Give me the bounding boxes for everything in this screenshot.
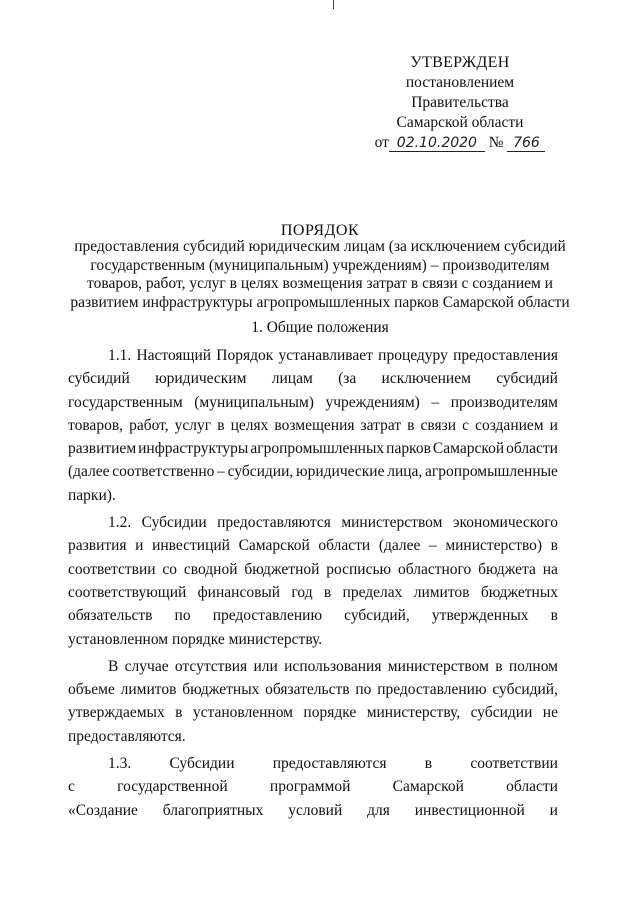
word: порядке	[303, 704, 357, 722]
document-subtitle	[70, 238, 570, 312]
word: инвестиционной	[414, 801, 525, 819]
word: связи	[420, 416, 457, 434]
body-line	[68, 511, 558, 534]
word: субсидий,	[344, 607, 410, 625]
word: со	[162, 560, 178, 578]
word: в	[407, 416, 415, 434]
word: и	[549, 801, 558, 819]
body-line	[68, 678, 558, 701]
word: соответствии	[470, 755, 558, 773]
word: созданием	[475, 416, 544, 434]
word: благоприятных	[162, 801, 264, 819]
word: «Создание	[68, 801, 138, 819]
word: по	[355, 681, 372, 699]
word: росписью	[326, 560, 392, 578]
body-line	[68, 799, 558, 822]
word: Самарской	[238, 537, 310, 555]
document-body	[68, 344, 558, 822]
word: на	[542, 560, 558, 578]
word: лимитов	[413, 583, 470, 601]
word: исключением	[381, 370, 471, 388]
body-line: установленном порядке министерству.	[68, 630, 323, 648]
word: экономического	[452, 514, 558, 532]
body-line	[68, 701, 558, 724]
word: области	[318, 537, 371, 555]
word: развития	[68, 537, 127, 555]
word: затрат	[360, 416, 402, 434]
word: производителям	[450, 393, 558, 411]
scan-mark	[333, 0, 334, 9]
subtitle-line: развитием инфраструктуры агропромышленных парков Самарской области	[70, 293, 570, 311]
body-line	[68, 367, 558, 390]
word: субсидий	[68, 370, 130, 388]
word: 1.2.	[108, 514, 132, 532]
body-line: предоставляются.	[68, 727, 186, 745]
approval-date: 02.10.2020	[389, 136, 485, 152]
approval-line-1: постановлением Правительства	[405, 74, 515, 111]
subtitle-line: предоставления субсидий юридическим лицам (за исключением субсидий	[74, 238, 566, 255]
body-line	[68, 655, 558, 678]
word: обязательств	[68, 607, 153, 625]
word: 1.3.	[108, 755, 132, 773]
word: юридическим	[155, 370, 247, 388]
word: Самарской	[392, 778, 464, 796]
word: бюджетных	[480, 583, 558, 601]
word: устанавливает	[278, 347, 373, 364]
word: соответствующий	[68, 583, 187, 601]
word: объеме	[68, 681, 115, 699]
word: 1.1.	[108, 347, 132, 364]
approval-title: УТВЕРЖДЕН	[410, 54, 510, 71]
word: (далее	[68, 463, 110, 481]
word: агропромышленные	[425, 463, 558, 481]
word: инфраструктуры	[138, 440, 249, 458]
word: (за	[338, 370, 357, 388]
subtitle-line: товаров, работ, услуг в целях возмещения затрат в связи с созданием и	[87, 275, 553, 292]
word: услуг	[174, 416, 212, 434]
word: по	[174, 607, 191, 625]
word: процедуру	[378, 347, 448, 364]
word: соответствии	[68, 560, 156, 578]
word: субсидии	[470, 704, 533, 722]
word: развитием	[68, 440, 137, 458]
word: целях	[230, 416, 269, 434]
word: полном	[508, 657, 558, 675]
approval-number: 766	[507, 136, 545, 152]
word: –	[428, 537, 437, 555]
word: сводной	[183, 560, 238, 578]
body-line	[68, 344, 558, 367]
word: государственной	[117, 778, 228, 796]
word: работ,	[129, 416, 169, 434]
body-line	[68, 775, 558, 798]
word: парков	[386, 440, 431, 458]
word: утверждаемых	[68, 704, 165, 722]
word: или	[253, 657, 278, 675]
word: Самарской	[432, 440, 505, 458]
word: области	[506, 778, 558, 796]
word: субсидии,	[227, 463, 294, 481]
body-line	[68, 534, 558, 557]
body-line	[68, 558, 558, 581]
word: утвержденных	[431, 607, 529, 625]
word: и	[549, 416, 558, 434]
word: Настоящий	[136, 347, 212, 364]
word: субсидий	[496, 370, 558, 388]
word: предоставляются	[272, 755, 387, 773]
word: министерству,	[366, 704, 461, 722]
word: министерством	[341, 514, 443, 532]
body-line	[68, 752, 558, 775]
body-line	[68, 391, 558, 414]
word: в	[175, 704, 183, 722]
approval-from-prefix: от	[374, 134, 389, 151]
word: обязательств	[265, 681, 350, 699]
word: инвестиций	[152, 537, 230, 555]
word: Порядок	[216, 347, 274, 364]
word: соответственно	[112, 463, 215, 481]
word: предоставляются	[217, 514, 331, 532]
word: товаров,	[68, 416, 124, 434]
word: возмещения	[274, 416, 355, 434]
word: лимитов	[120, 681, 177, 699]
word: в	[217, 416, 225, 434]
word: финансовый	[197, 583, 281, 601]
body-line	[68, 460, 558, 483]
approval-number-prefix: №	[488, 134, 504, 151]
word: установленном	[192, 704, 293, 722]
word: бюджетной	[244, 560, 320, 578]
word: (далее	[378, 537, 421, 555]
word: лица,	[387, 463, 423, 481]
word: Субсидии	[169, 755, 235, 773]
word: год	[291, 583, 313, 601]
body-line	[68, 414, 558, 437]
word: пределах	[342, 583, 403, 601]
body-line: парки).	[68, 486, 116, 504]
section-heading: 1. Общие положения	[251, 319, 389, 336]
word: предоставления	[453, 347, 558, 364]
word: областного	[397, 560, 472, 578]
word: случае	[124, 657, 169, 675]
word: условий	[288, 801, 343, 819]
body-line	[68, 581, 558, 604]
word: отсутствия	[174, 657, 248, 675]
word: –	[217, 463, 225, 481]
body-line	[68, 437, 558, 460]
approval-stamp-block	[360, 53, 560, 153]
word: с	[462, 416, 470, 434]
word: агропромышленных	[250, 440, 385, 458]
word: лицам	[271, 370, 313, 388]
word: В	[108, 657, 119, 675]
word: в	[550, 537, 558, 555]
word: (муниципальным)	[194, 393, 314, 411]
word: с	[68, 778, 75, 796]
word: министерство)	[445, 537, 543, 555]
word: в	[323, 583, 332, 601]
word: бюджетных	[182, 681, 260, 699]
word: в	[424, 755, 433, 773]
subtitle-line: государственным (муниципальным) учреждениям) – производителям	[90, 256, 550, 274]
approval-date-line	[360, 133, 560, 153]
word: предоставлению	[212, 607, 323, 625]
word: юридические	[296, 463, 385, 481]
word: министерством	[387, 657, 489, 675]
word: не	[542, 704, 558, 722]
word: программой	[269, 778, 351, 796]
body-line	[68, 604, 558, 627]
word: и	[135, 537, 144, 555]
word: предоставлению	[377, 681, 487, 699]
word: в	[550, 607, 558, 625]
word: учреждениям)	[325, 393, 420, 411]
word: бюджета	[478, 560, 536, 578]
word: для	[367, 801, 390, 819]
word: использования	[284, 657, 382, 675]
word: Субсидии	[141, 514, 207, 532]
word: области	[506, 440, 558, 458]
document-title: ПОРЯДОК	[280, 222, 360, 239]
word: субсидий,	[492, 681, 558, 699]
word: в	[495, 657, 503, 675]
word: –	[431, 393, 440, 411]
approval-line-2: Самарской области	[396, 114, 524, 131]
word: государственным	[68, 393, 183, 411]
